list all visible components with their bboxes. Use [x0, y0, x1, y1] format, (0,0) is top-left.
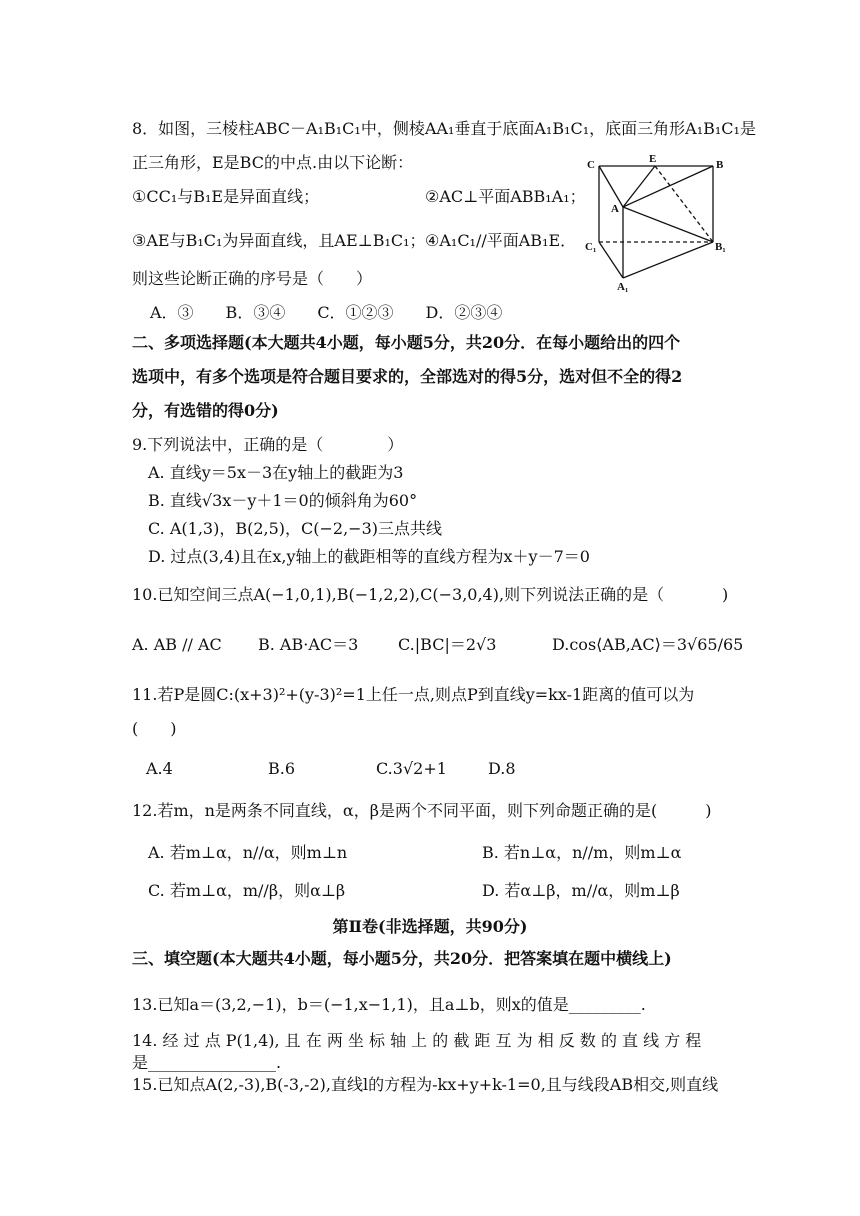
- q10-option-d: D.cos⟨AB,AC⟩＝3√65/65: [552, 635, 744, 654]
- q11-option-b: B.6: [268, 759, 296, 778]
- q11-option-a: A.4: [146, 759, 173, 778]
- section2-heading-line1: 二、多项选择题(本大题共4小题，每小题5分，共20分．在每小题给出的四个: [132, 333, 681, 352]
- label-C1: C₁: [585, 241, 597, 253]
- q8-statement-2: ②AC⊥平面ABB₁A₁；: [425, 187, 586, 206]
- q9-option-b: B. 直线√3x－y＋1＝0的倾斜角为60°: [148, 491, 418, 510]
- q13: 13.已知a＝(3,2,−1)，b＝(−1,x−1,1)，且a⊥b，则x的值是_________.: [132, 995, 646, 1014]
- q11-paren: ( ): [132, 719, 177, 738]
- q11-stem: 11.若P是圆C:(x+3)²+(y-3)²=1上任一点,则点P到直线y=kx-1距离的值可以为: [132, 685, 695, 704]
- label-B: B: [716, 159, 724, 171]
- label-C: C: [587, 159, 595, 171]
- q8-options: A．③ B．③④ C．①②③ D．②③④: [150, 303, 503, 322]
- label-B1: B₁: [715, 241, 726, 253]
- edge-BA: [623, 166, 713, 207]
- q8-statement-1: ①CC₁与B₁E是异面直线；: [132, 187, 320, 206]
- q11-option-d: D.8: [488, 759, 516, 778]
- edge-AE: [623, 166, 655, 207]
- edge-C1A1: [599, 242, 623, 278]
- q10-option-a: A. AB // AC: [132, 635, 222, 654]
- edge-A1B1: [623, 242, 713, 278]
- q14-line1: 14. 经 过 点 P(1,4), 且 在 两 坐 标 轴 上 的 截 距 互 为 相 反 数 的 直 线 方 程: [132, 1031, 702, 1050]
- q12-option-d: D. 若α⊥β，m//α，则m⊥β: [482, 881, 680, 900]
- section2-heading-line3: 分，有选错的得0分): [132, 401, 279, 420]
- q8-question: 则这些论断正确的序号是（ ）: [132, 269, 373, 288]
- label-A1: A₁: [617, 281, 629, 292]
- q12-option-a: A. 若m⊥α，n//α，则m⊥n: [148, 843, 348, 862]
- section3-heading: 三、填空题(本大题共4小题，每小题5分，共20分．把答案填在题中横线上): [132, 949, 672, 968]
- q14-line2: 是________________.: [132, 1053, 282, 1072]
- q8-statement-4: ④A₁C₁//平面AB₁E．: [425, 231, 577, 250]
- prism-figure: [585, 152, 735, 292]
- q12-option-b: B. 若n⊥α，n//m，则m⊥α: [482, 843, 682, 862]
- part2-heading: 第Ⅱ卷(非选择题，共90分): [332, 917, 528, 936]
- label-A: A: [611, 203, 619, 215]
- q9-option-c: C. A(1,3)，B(2,5)，C(−2,−3)三点共线: [148, 519, 443, 538]
- q8-line2: 正三角形，E是BC的中点.由以下论断：: [132, 153, 414, 172]
- edge-CA: [599, 166, 623, 207]
- section2-heading-line2: 选项中，有多个选项是符合题目要求的，全部选对的得5分，选对但不全的得2: [132, 367, 683, 386]
- q10-close-paren: ): [722, 585, 729, 604]
- q12-option-c: C. 若m⊥α，m//β，则α⊥β: [148, 881, 346, 900]
- label-E: E: [649, 153, 657, 165]
- q8-statement-3: ③AE与B₁C₁为异面直线，且AE⊥B₁C₁；: [132, 231, 426, 250]
- q10-option-c: C.|BC|＝2√3: [398, 635, 497, 654]
- q9-option-d: D. 过点(3,4)且在x,y轴上的截距相等的直线方程为x＋y－7＝0: [148, 547, 590, 566]
- q12-stem: 12.若m，n是两条不同直线，α，β是两个不同平面，则下列命题正确的是( ): [132, 801, 712, 820]
- q9-stem: 9.下列说法中，正确的是（ ）: [132, 435, 404, 454]
- q8-line1: 8．如图，三棱柱ABC－A₁B₁C₁中，侧棱AA₁垂直于底面A₁B₁C₁，底面三角形A₁B₁C₁是: [132, 119, 756, 138]
- q15: 15.已知点A(2,-3),B(-3,-2),直线l的方程为-kx+y+k-1=0,且与线段AB相交,则直线: [132, 1075, 719, 1094]
- q9-option-a: A. 直线y＝5x－3在y轴上的截距为3: [148, 463, 404, 482]
- q11-option-c: C.3√2+1: [376, 759, 447, 778]
- q10-stem: 10.已知空间三点A(−1,0,1),B(−1,2,2),C(−3,0,4),则下列说法正确的是（: [132, 585, 665, 604]
- q10-option-b: B. AB·AC＝3: [258, 635, 359, 654]
